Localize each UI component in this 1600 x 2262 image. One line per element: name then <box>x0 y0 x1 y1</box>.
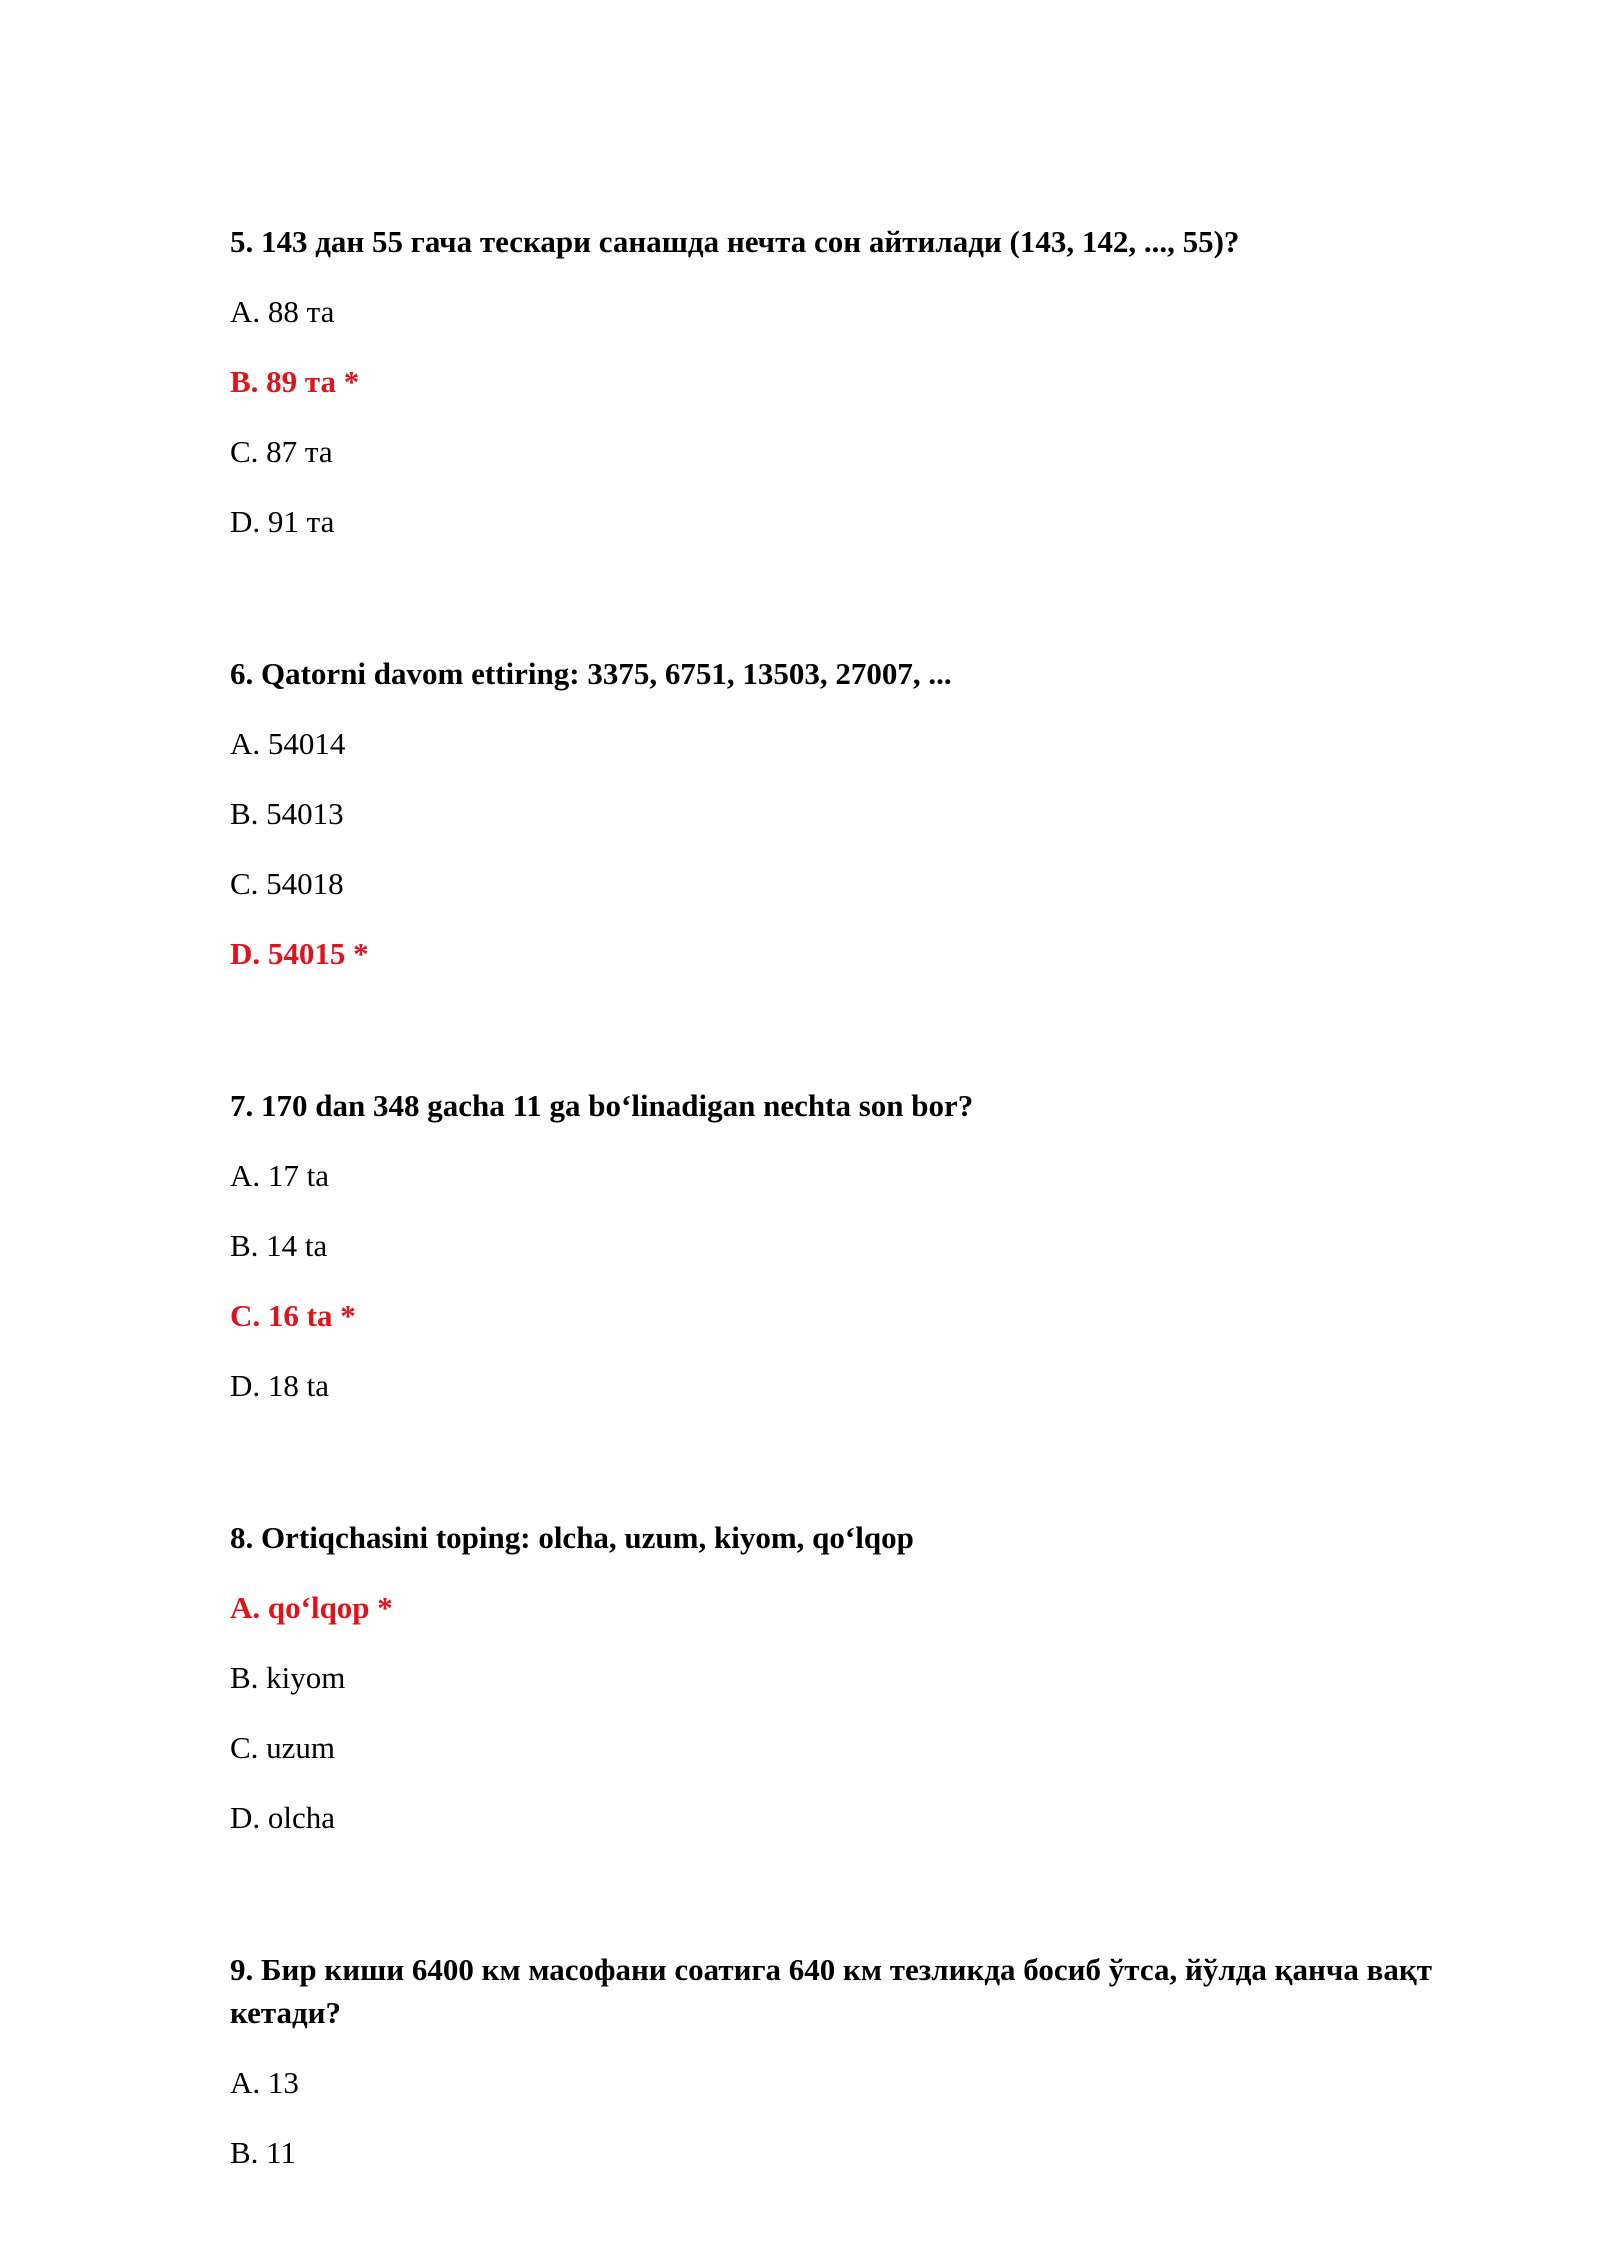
question-text: 8. Ortiqchasini toping: olcha, uzum, kiyom, qo‘lqop <box>230 1520 914 1555</box>
option-c: C. 54018 <box>230 866 344 901</box>
option-b: B. 54013 <box>230 796 344 831</box>
question-9 <box>230 1948 1500 2174</box>
option-a: A. 17 ta <box>230 1158 330 1193</box>
option-b-correct: B. 89 та * <box>230 364 360 399</box>
option-d: D. 91 та <box>230 504 335 539</box>
option-c-correct: C. 16 ta * <box>230 1298 356 1333</box>
question-7 <box>230 1084 1500 1407</box>
option-b: B. 14 ta <box>230 1228 328 1263</box>
option-c: C. uzum <box>230 1730 336 1765</box>
option-d-correct: D. 54015 * <box>230 936 369 971</box>
test-page <box>230 220 1500 2174</box>
option-a: A. 88 та <box>230 294 335 329</box>
option-list <box>230 290 1500 543</box>
option-list <box>230 2061 1500 2174</box>
option-c: C. 87 та <box>230 434 333 469</box>
option-list <box>230 1586 1500 1839</box>
option-a: A. 54014 <box>230 726 346 761</box>
option-list <box>230 1154 1500 1407</box>
question-text: 6. Qatorni davom ettiring: 3375, 6751, 13503, 27007, ... <box>230 656 952 691</box>
option-d: D. 18 ta <box>230 1368 330 1403</box>
option-a: A. 13 <box>230 2065 299 2100</box>
question-text: 5. 143 дан 55 гача тескари санашда нечта сон айтилади (143, 142, ..., 55)? <box>230 224 1240 259</box>
option-list <box>230 722 1500 975</box>
option-b: B. kiyom <box>230 1660 346 1695</box>
question-8 <box>230 1516 1500 1839</box>
option-a-correct: A. qo‘lqop * <box>230 1590 393 1625</box>
option-d: D. olcha <box>230 1800 336 1835</box>
question-text: 9. Бир киши 6400 км масофани соатига 640 км тезликда босиб ўтса, йўлда қанча вақт кетади? <box>230 1952 1432 2030</box>
question-6 <box>230 652 1500 975</box>
question-text: 7. 170 dan 348 gacha 11 ga bo‘linadigan nechta son bor? <box>230 1088 974 1123</box>
option-b: B. 11 <box>230 2135 297 2170</box>
question-5 <box>230 220 1500 543</box>
